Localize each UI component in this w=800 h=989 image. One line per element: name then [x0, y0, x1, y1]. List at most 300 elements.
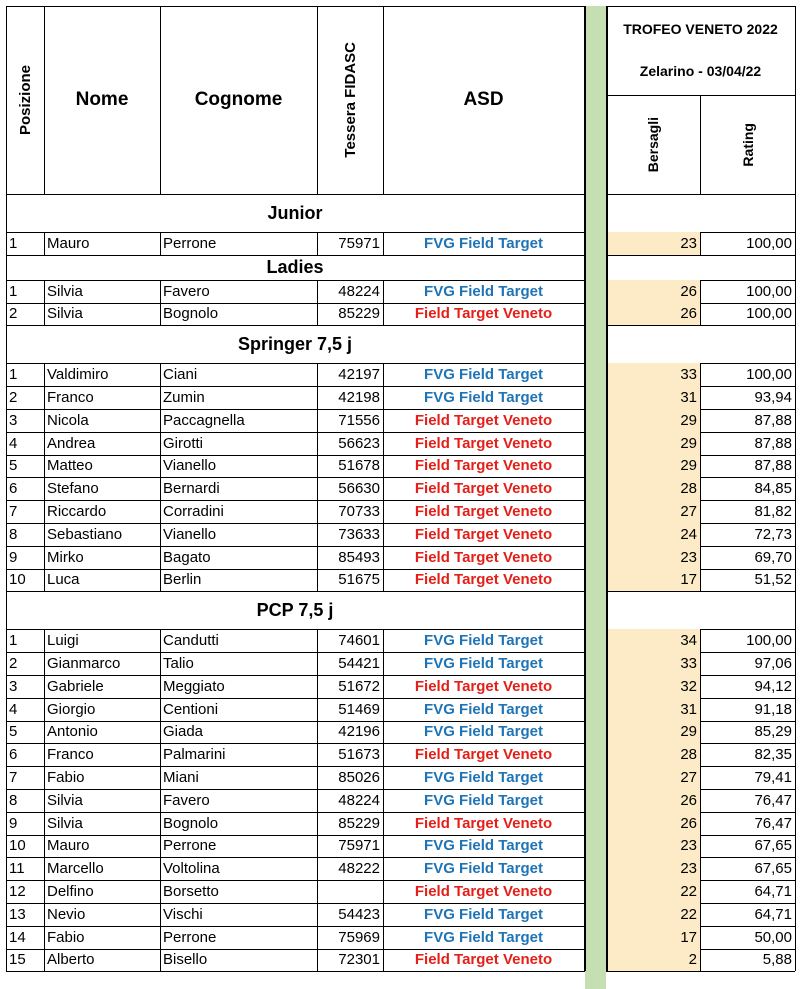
row-col-line: [160, 523, 161, 546]
header-col-line: [160, 6, 161, 194]
row-col-line: [700, 455, 701, 478]
row-col-line: [160, 409, 161, 432]
row-col-line: [383, 721, 384, 744]
cell-asd: FVG Field Target: [424, 655, 543, 673]
cell-cognome: Perrone: [163, 234, 217, 252]
row-col-line: [383, 386, 384, 409]
cell-bersagli: 24: [606, 523, 700, 546]
cell-posizione: 13: [9, 905, 26, 923]
cell-tessera: 75969: [338, 928, 380, 946]
row-col-line: [44, 363, 45, 386]
row-col-line: [317, 880, 318, 903]
cell-posizione: 3: [9, 411, 18, 429]
header-posizione: Posizione: [16, 64, 34, 135]
header-bersagli: Bersagli: [645, 116, 661, 173]
cell-posizione: 8: [9, 525, 18, 543]
row-line-right: [606, 255, 795, 256]
cell-nome: Nevio: [47, 905, 86, 923]
row-col-line: [700, 835, 701, 858]
row-col-line: [160, 569, 161, 592]
cell-rating: 100,00: [746, 234, 792, 252]
row-col-line: [160, 386, 161, 409]
row-col-line: [317, 363, 318, 386]
row-col-line: [383, 949, 384, 972]
cell-tessera: 73633: [338, 525, 380, 543]
row-col-line: [44, 675, 45, 698]
cell-cognome: Girotti: [163, 434, 204, 452]
cell-rating: 87,88: [754, 411, 792, 429]
row-col-line: [160, 546, 161, 569]
row-col-line: [44, 500, 45, 523]
row-col-line: [383, 766, 384, 789]
cell-bersagli: 17: [606, 926, 700, 949]
cell-tessera: [317, 880, 383, 903]
cell-asd: FVG Field Target: [424, 791, 543, 809]
row-col-line: [700, 523, 701, 546]
row-col-line: [44, 743, 45, 766]
row-col-line: [44, 455, 45, 478]
cell-rating: 93,94: [754, 389, 792, 407]
cell-tessera: 72301: [338, 951, 380, 969]
cell-bersagli: 28: [606, 743, 700, 766]
cell-nome: Gianmarco: [47, 655, 121, 673]
row-col-line: [383, 455, 384, 478]
cell-asd: FVG Field Target: [424, 389, 543, 407]
row-col-line: [44, 232, 45, 255]
cell-bersagli: 22: [606, 880, 700, 903]
row-col-line: [383, 280, 384, 303]
cell-cognome: Palmarini: [163, 746, 226, 764]
row-col-line: [317, 698, 318, 721]
row-col-line: [700, 903, 701, 926]
cell-posizione: 1: [9, 632, 18, 650]
row-col-line: [160, 675, 161, 698]
cell-tessera: 51673: [338, 746, 380, 764]
cell-bersagli: 23: [606, 232, 700, 255]
cell-tessera: 48224: [338, 282, 380, 300]
cell-bersagli: 23: [606, 546, 700, 569]
row-col-line: [383, 857, 384, 880]
row-col-line: [44, 569, 45, 592]
row-col-line: [383, 789, 384, 812]
cell-asd: FVG Field Target: [424, 769, 543, 787]
cell-bersagli: 27: [606, 766, 700, 789]
cell-tessera: 54423: [338, 905, 380, 923]
section-title: Springer 7,5 j: [237, 333, 353, 354]
cell-cognome: Talio: [163, 655, 194, 673]
cell-asd: Field Target Veneto: [414, 883, 553, 901]
cell-bersagli: 22: [606, 903, 700, 926]
cell-rating: 84,85: [754, 480, 792, 498]
row-col-line: [700, 546, 701, 569]
cell-nome: Mauro: [47, 837, 90, 855]
cell-rating: 69,70: [754, 548, 792, 566]
cell-nome: Luigi: [47, 632, 79, 650]
cell-tessera: 54421: [338, 655, 380, 673]
cell-posizione: 4: [9, 700, 18, 718]
cell-rating: 100,00: [746, 282, 792, 300]
cell-cognome: Paccagnella: [163, 411, 245, 429]
row-col-line: [383, 629, 384, 652]
cell-tessera: 70733: [338, 503, 380, 521]
cell-bersagli: 26: [606, 789, 700, 812]
row-col-line: [160, 455, 161, 478]
cell-cognome: Bagato: [163, 548, 211, 566]
cell-cognome: Perrone: [163, 837, 217, 855]
cell-asd: FVG Field Target: [424, 234, 543, 252]
row-col-line: [700, 629, 701, 652]
row-col-line: [383, 652, 384, 675]
row-col-line: [383, 546, 384, 569]
row-col-line: [317, 455, 318, 478]
row-col-line: [317, 721, 318, 744]
row-col-line: [160, 789, 161, 812]
cell-asd: Field Target Veneto: [414, 814, 553, 832]
row-col-line: [160, 500, 161, 523]
cell-asd: FVG Field Target: [424, 282, 543, 300]
cell-bersagli: 31: [606, 386, 700, 409]
row-col-line: [44, 721, 45, 744]
row-col-line: [383, 477, 384, 500]
cell-rating: 87,88: [754, 434, 792, 452]
row-col-line: [44, 303, 45, 326]
cell-tessera: 51678: [338, 457, 380, 475]
cell-nome: Silvia: [47, 791, 83, 809]
cell-nome: Antonio: [47, 723, 98, 741]
row-col-line: [160, 280, 161, 303]
cell-asd: FVG Field Target: [424, 632, 543, 650]
header-asd: ASD: [463, 89, 504, 110]
cell-asd: Field Target Veneto: [414, 503, 553, 521]
row-col-line: [383, 523, 384, 546]
row-col-line: [700, 500, 701, 523]
header-nome: Nome: [75, 89, 129, 110]
cell-rating: 87,88: [754, 457, 792, 475]
cell-nome: Luca: [47, 571, 80, 589]
row-col-line: [317, 500, 318, 523]
row-col-line: [317, 675, 318, 698]
header-trofeo: TROFEO VENETO 2022: [623, 21, 778, 37]
row-col-line: [700, 721, 701, 744]
row-col-line: [160, 629, 161, 652]
row-col-line: [160, 363, 161, 386]
row-col-line: [383, 743, 384, 766]
cell-posizione: 2: [9, 655, 18, 673]
cell-posizione: 15: [9, 951, 26, 969]
row-col-line: [317, 903, 318, 926]
cell-asd: Field Target Veneto: [414, 677, 553, 695]
cell-nome: Valdimiro: [47, 366, 109, 384]
cell-cognome: Candutti: [163, 632, 219, 650]
cell-posizione: 9: [9, 814, 18, 832]
cell-cognome: Meggiato: [163, 677, 225, 695]
cell-tessera: 51675: [338, 571, 380, 589]
cell-rating: 76,47: [754, 791, 792, 809]
cell-bersagli: 31: [606, 698, 700, 721]
cell-nome: Marcello: [47, 860, 104, 878]
row-col-line: [700, 766, 701, 789]
cell-tessera: 48222: [338, 860, 380, 878]
row-col-line: [700, 232, 701, 255]
cell-bersagli: 26: [606, 812, 700, 835]
cell-bersagli: 26: [606, 303, 700, 326]
cell-cognome: Vischi: [163, 905, 203, 923]
section-title: Junior: [267, 202, 323, 223]
cell-posizione: 8: [9, 791, 18, 809]
cell-tessera: 74601: [338, 632, 380, 650]
row-col-line: [383, 432, 384, 455]
header-col-line: [317, 6, 318, 194]
cell-rating: 51,52: [754, 571, 792, 589]
row-line-left: [6, 971, 585, 972]
row-col-line: [44, 477, 45, 500]
row-col-line: [44, 926, 45, 949]
row-col-line: [44, 698, 45, 721]
section-title: PCP 7,5 j: [256, 599, 334, 620]
top-border-left: [6, 6, 585, 7]
cell-rating: 100,00: [746, 366, 792, 384]
cell-nome: Matteo: [47, 457, 93, 475]
cell-cognome: Berlin: [163, 571, 202, 589]
cell-asd: Field Target Veneto: [414, 571, 553, 589]
cell-posizione: 3: [9, 677, 18, 695]
cell-posizione: 6: [9, 480, 18, 498]
top-border-right: [606, 6, 795, 7]
cell-asd: FVG Field Target: [424, 928, 543, 946]
cell-nome: Mauro: [47, 234, 90, 252]
row-col-line: [700, 652, 701, 675]
row-col-line: [317, 546, 318, 569]
row-col-line: [383, 569, 384, 592]
cell-asd: FVG Field Target: [424, 837, 543, 855]
cell-bersagli: 32: [606, 675, 700, 698]
cell-tessera: 42196: [338, 723, 380, 741]
row-col-line: [700, 698, 701, 721]
cell-tessera: 75971: [338, 837, 380, 855]
row-col-line: [317, 303, 318, 326]
row-col-line: [44, 386, 45, 409]
row-col-line: [44, 546, 45, 569]
cell-rating: 100,00: [746, 305, 792, 323]
cell-tessera: 85229: [338, 305, 380, 323]
cell-nome: Franco: [47, 746, 94, 764]
cell-nome: Gabriele: [47, 677, 104, 695]
header-tessera: Tessera FIDASC: [341, 42, 359, 158]
row-col-line: [160, 303, 161, 326]
border-left-right-table: [606, 6, 608, 971]
row-col-line: [44, 280, 45, 303]
row-col-line: [700, 363, 701, 386]
row-col-line: [160, 477, 161, 500]
row-col-line: [700, 812, 701, 835]
row-col-line: [383, 835, 384, 858]
cell-nome: Fabio: [47, 769, 85, 787]
row-col-line: [160, 698, 161, 721]
cell-rating: 79,41: [754, 769, 792, 787]
cell-tessera: 48224: [338, 791, 380, 809]
cell-bersagli: 33: [606, 363, 700, 386]
cell-asd: Field Target Veneto: [414, 548, 553, 566]
cell-bersagli: 29: [606, 455, 700, 478]
cell-asd: Field Target Veneto: [414, 457, 553, 475]
row-col-line: [317, 857, 318, 880]
cell-nome: Nicola: [47, 411, 89, 429]
cell-tessera: 56623: [338, 434, 380, 452]
header-cognome: Cognome: [194, 89, 283, 110]
cell-tessera: 75971: [338, 234, 380, 252]
row-col-line: [44, 789, 45, 812]
cell-asd: Field Target Veneto: [414, 480, 553, 498]
cell-bersagli: 34: [606, 629, 700, 652]
cell-rating: 50,00: [754, 928, 792, 946]
cell-rating: 76,47: [754, 814, 792, 832]
cell-tessera: 56630: [338, 480, 380, 498]
cell-cognome: Zumin: [163, 389, 205, 407]
row-col-line: [160, 743, 161, 766]
header-col-line: [44, 6, 45, 194]
cell-rating: 67,65: [754, 860, 792, 878]
row-col-line: [700, 789, 701, 812]
border-left: [6, 6, 7, 971]
cell-tessera: 85493: [338, 548, 380, 566]
row-col-line: [700, 743, 701, 766]
row-col-line: [700, 675, 701, 698]
cell-posizione: 6: [9, 746, 18, 764]
row-col-line: [383, 303, 384, 326]
row-col-line: [383, 812, 384, 835]
row-col-line: [700, 880, 701, 903]
row-col-line: [44, 432, 45, 455]
cell-posizione: 10: [9, 837, 26, 855]
header-bottom-right: [606, 194, 795, 195]
cell-posizione: 5: [9, 723, 18, 741]
row-col-line: [700, 569, 701, 592]
row-col-line: [44, 652, 45, 675]
cell-bersagli: 29: [606, 432, 700, 455]
cell-posizione: 10: [9, 571, 26, 589]
row-col-line: [700, 280, 701, 303]
row-col-line: [160, 857, 161, 880]
row-col-line: [44, 766, 45, 789]
row-col-line: [383, 880, 384, 903]
separator-column: [585, 6, 606, 989]
cell-asd: Field Target Veneto: [414, 434, 553, 452]
row-col-line: [383, 675, 384, 698]
cell-asd: FVG Field Target: [424, 723, 543, 741]
cell-rating: 67,65: [754, 837, 792, 855]
cell-rating: 64,71: [754, 883, 792, 901]
cell-rating: 72,73: [754, 525, 792, 543]
row-col-line: [383, 232, 384, 255]
row-col-line: [160, 652, 161, 675]
cell-bersagli: 2: [606, 949, 700, 972]
cell-bersagli: 17: [606, 569, 700, 592]
row-col-line: [317, 835, 318, 858]
row-col-line: [44, 835, 45, 858]
cell-posizione: 1: [9, 234, 18, 252]
cell-posizione: 14: [9, 928, 26, 946]
cell-cognome: Centioni: [163, 700, 219, 718]
cell-rating: 81,82: [754, 503, 792, 521]
cell-asd: FVG Field Target: [424, 700, 543, 718]
cell-bersagli: 29: [606, 721, 700, 744]
row-col-line: [700, 477, 701, 500]
cell-posizione: 4: [9, 434, 18, 452]
row-col-line: [317, 477, 318, 500]
row-col-line: [160, 721, 161, 744]
cell-bersagli: 27: [606, 500, 700, 523]
cell-rating: 97,06: [754, 655, 792, 673]
cell-cognome: Bognolo: [163, 814, 219, 832]
cell-rating: 85,29: [754, 723, 792, 741]
cell-asd: FVG Field Target: [424, 905, 543, 923]
cell-tessera: 85229: [338, 814, 380, 832]
cell-bersagli: 23: [606, 857, 700, 880]
cell-cognome: Giada: [163, 723, 204, 741]
cell-posizione: 2: [9, 305, 18, 323]
row-col-line: [44, 903, 45, 926]
cell-cognome: Vianello: [163, 457, 217, 475]
cell-bersagli: 28: [606, 477, 700, 500]
cell-asd: Field Target Veneto: [414, 951, 553, 969]
cell-cognome: Borsetto: [163, 883, 219, 901]
cell-asd: FVG Field Target: [424, 366, 543, 384]
row-col-line: [383, 926, 384, 949]
cell-posizione: 11: [9, 860, 25, 878]
cell-cognome: Ciani: [163, 366, 198, 384]
row-col-line: [317, 652, 318, 675]
row-col-line: [700, 386, 701, 409]
row-col-line: [160, 926, 161, 949]
row-col-line: [317, 232, 318, 255]
row-col-line: [44, 409, 45, 432]
row-col-line: [700, 926, 701, 949]
row-col-line: [383, 409, 384, 432]
border-right: [795, 6, 796, 971]
row-col-line: [160, 835, 161, 858]
cell-tessera: 51469: [338, 700, 380, 718]
row-col-line: [317, 766, 318, 789]
cell-bersagli: 33: [606, 652, 700, 675]
cell-cognome: Bisello: [163, 951, 208, 969]
cell-tessera: 42198: [338, 389, 380, 407]
header-col-line: [383, 6, 384, 194]
row-col-line: [383, 903, 384, 926]
row-col-line: [700, 857, 701, 880]
row-col-line: [317, 386, 318, 409]
header-rating: Rating: [739, 122, 756, 167]
row-col-line: [700, 432, 701, 455]
cell-rating: 94,12: [754, 677, 792, 695]
cell-nome: Silvia: [47, 305, 83, 323]
cell-posizione: 2: [9, 389, 18, 407]
cell-nome: Stefano: [47, 480, 99, 498]
cell-rating: 64,71: [754, 905, 792, 923]
cell-posizione: 12: [9, 883, 26, 901]
row-col-line: [160, 812, 161, 835]
row-col-line: [317, 569, 318, 592]
row-col-line: [44, 880, 45, 903]
row-col-line: [160, 949, 161, 972]
cell-bersagli: 29: [606, 409, 700, 432]
cell-bersagli: 26: [606, 280, 700, 303]
cell-cognome: Favero: [163, 791, 210, 809]
cell-tessera: 85026: [338, 769, 380, 787]
row-col-line: [44, 857, 45, 880]
row-col-line: [700, 409, 701, 432]
cell-nome: Franco: [47, 389, 94, 407]
row-col-line: [160, 432, 161, 455]
